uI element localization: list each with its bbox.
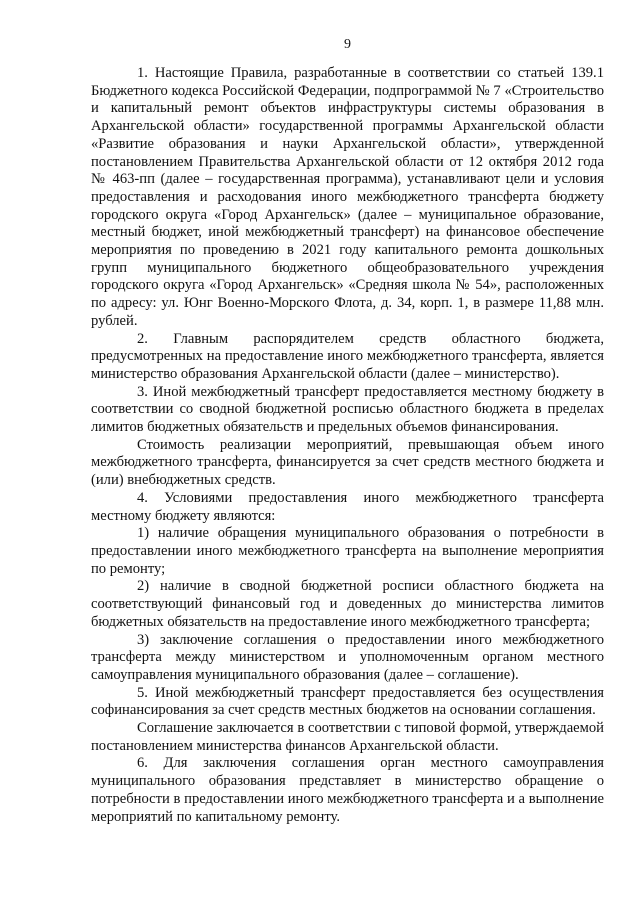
page-number: 9 [344, 37, 351, 52]
paragraph-3: 3. Иной межбюджетный трансферт предоставляется местному бюджету в соответствии со сводной бюджетной росписью областного бюджета в пределах лимитов бюджетных обязательств и предельных объемов финансирования. [91, 383, 604, 436]
paragraph-5: 5. Иной межбюджетный трансферт предоставляется без осуществления софинансирования за счет средств местных бюджетов на основании соглашения. [91, 684, 604, 719]
paragraph-4-item-1: 1) наличие обращения муниципального образования о потребности в предоставлении иного межбюджетного трансферта на выполнение мероприятия по ремонту; [91, 525, 604, 577]
paragraph-1: 1. Настоящие Правила, разработанные в соответствии со статьей 139.1 Бюджетного кодекса Российской Федерации, подпрограммой № 7 «Строительство и капитальный ремонт объектов инфраструктуры системы образования в Архангельской области» государственной программы Архангельской области «Развитие образования и науки Архангельской области», утвержденной постановлением Правительства Архангельской области от 12 октября 2012 года № 463-пп (далее – государственная программа), устанавливают цели и условия предоставления и расходования иного межбюджетного трансферта бюджету городского округа «Город Архангельск» (далее – муниципальное образование, местный бюджет, иной межбюджетный трансферт) на финансовое обеспечение мероприятия по проведению в 2021 году капитального ремонта дошкольных групп муниципального бюджетного общеобразовательного учреждения городского округа «Город Архангельск» «Средняя школа № 54», расположенных по адресу: ул. Юнг Военно-Морского Флота, д. 34, корп. 1, в размере 11,88 млн. рублей. [91, 65, 604, 329]
paragraph-4-item-3: 3) заключение соглашения о предоставлении иного межбюджетного трансферта между министерством и уполномоченным органом местного самоуправления муниципального образования (далее – соглашение). [91, 631, 604, 683]
paragraph-4-item-2: 2) наличие в сводной бюджетной росписи областного бюджета на соответствующий финансовый год и доведенных до министерства лимитов бюджетных обязательств на предоставление иного межбюджетного трансферта; [91, 578, 604, 630]
paragraph-2: 2. Главным распорядителем средств областного бюджета, предусмотренных на предоставление иного межбюджетного трансферта, является министерство образования Архангельской области (далее – министерство). [91, 330, 604, 382]
paragraph-4: 4. Условиями предоставления иного межбюджетного трансферта местному бюджету являются: [91, 489, 604, 524]
paragraph-6: 6. Для заключения соглашения орган местного самоуправления муниципального образования представляет в министерство обращение о потребности в предоставлении иного межбюджетного трансферта и а выполнение мероприятий по капитальному ремонту. [91, 755, 604, 825]
paragraph-agreement: Соглашение заключается в соответствии с типовой формой, утверждаемой постановлением министерства финансов Архангельской области. [91, 720, 604, 754]
paragraph-cost: Стоимость реализации мероприятий, превышающая объем иного межбюджетного трансферта, финансируется за счет средств местного бюджета и (или) внебюджетных средств. [91, 436, 604, 489]
